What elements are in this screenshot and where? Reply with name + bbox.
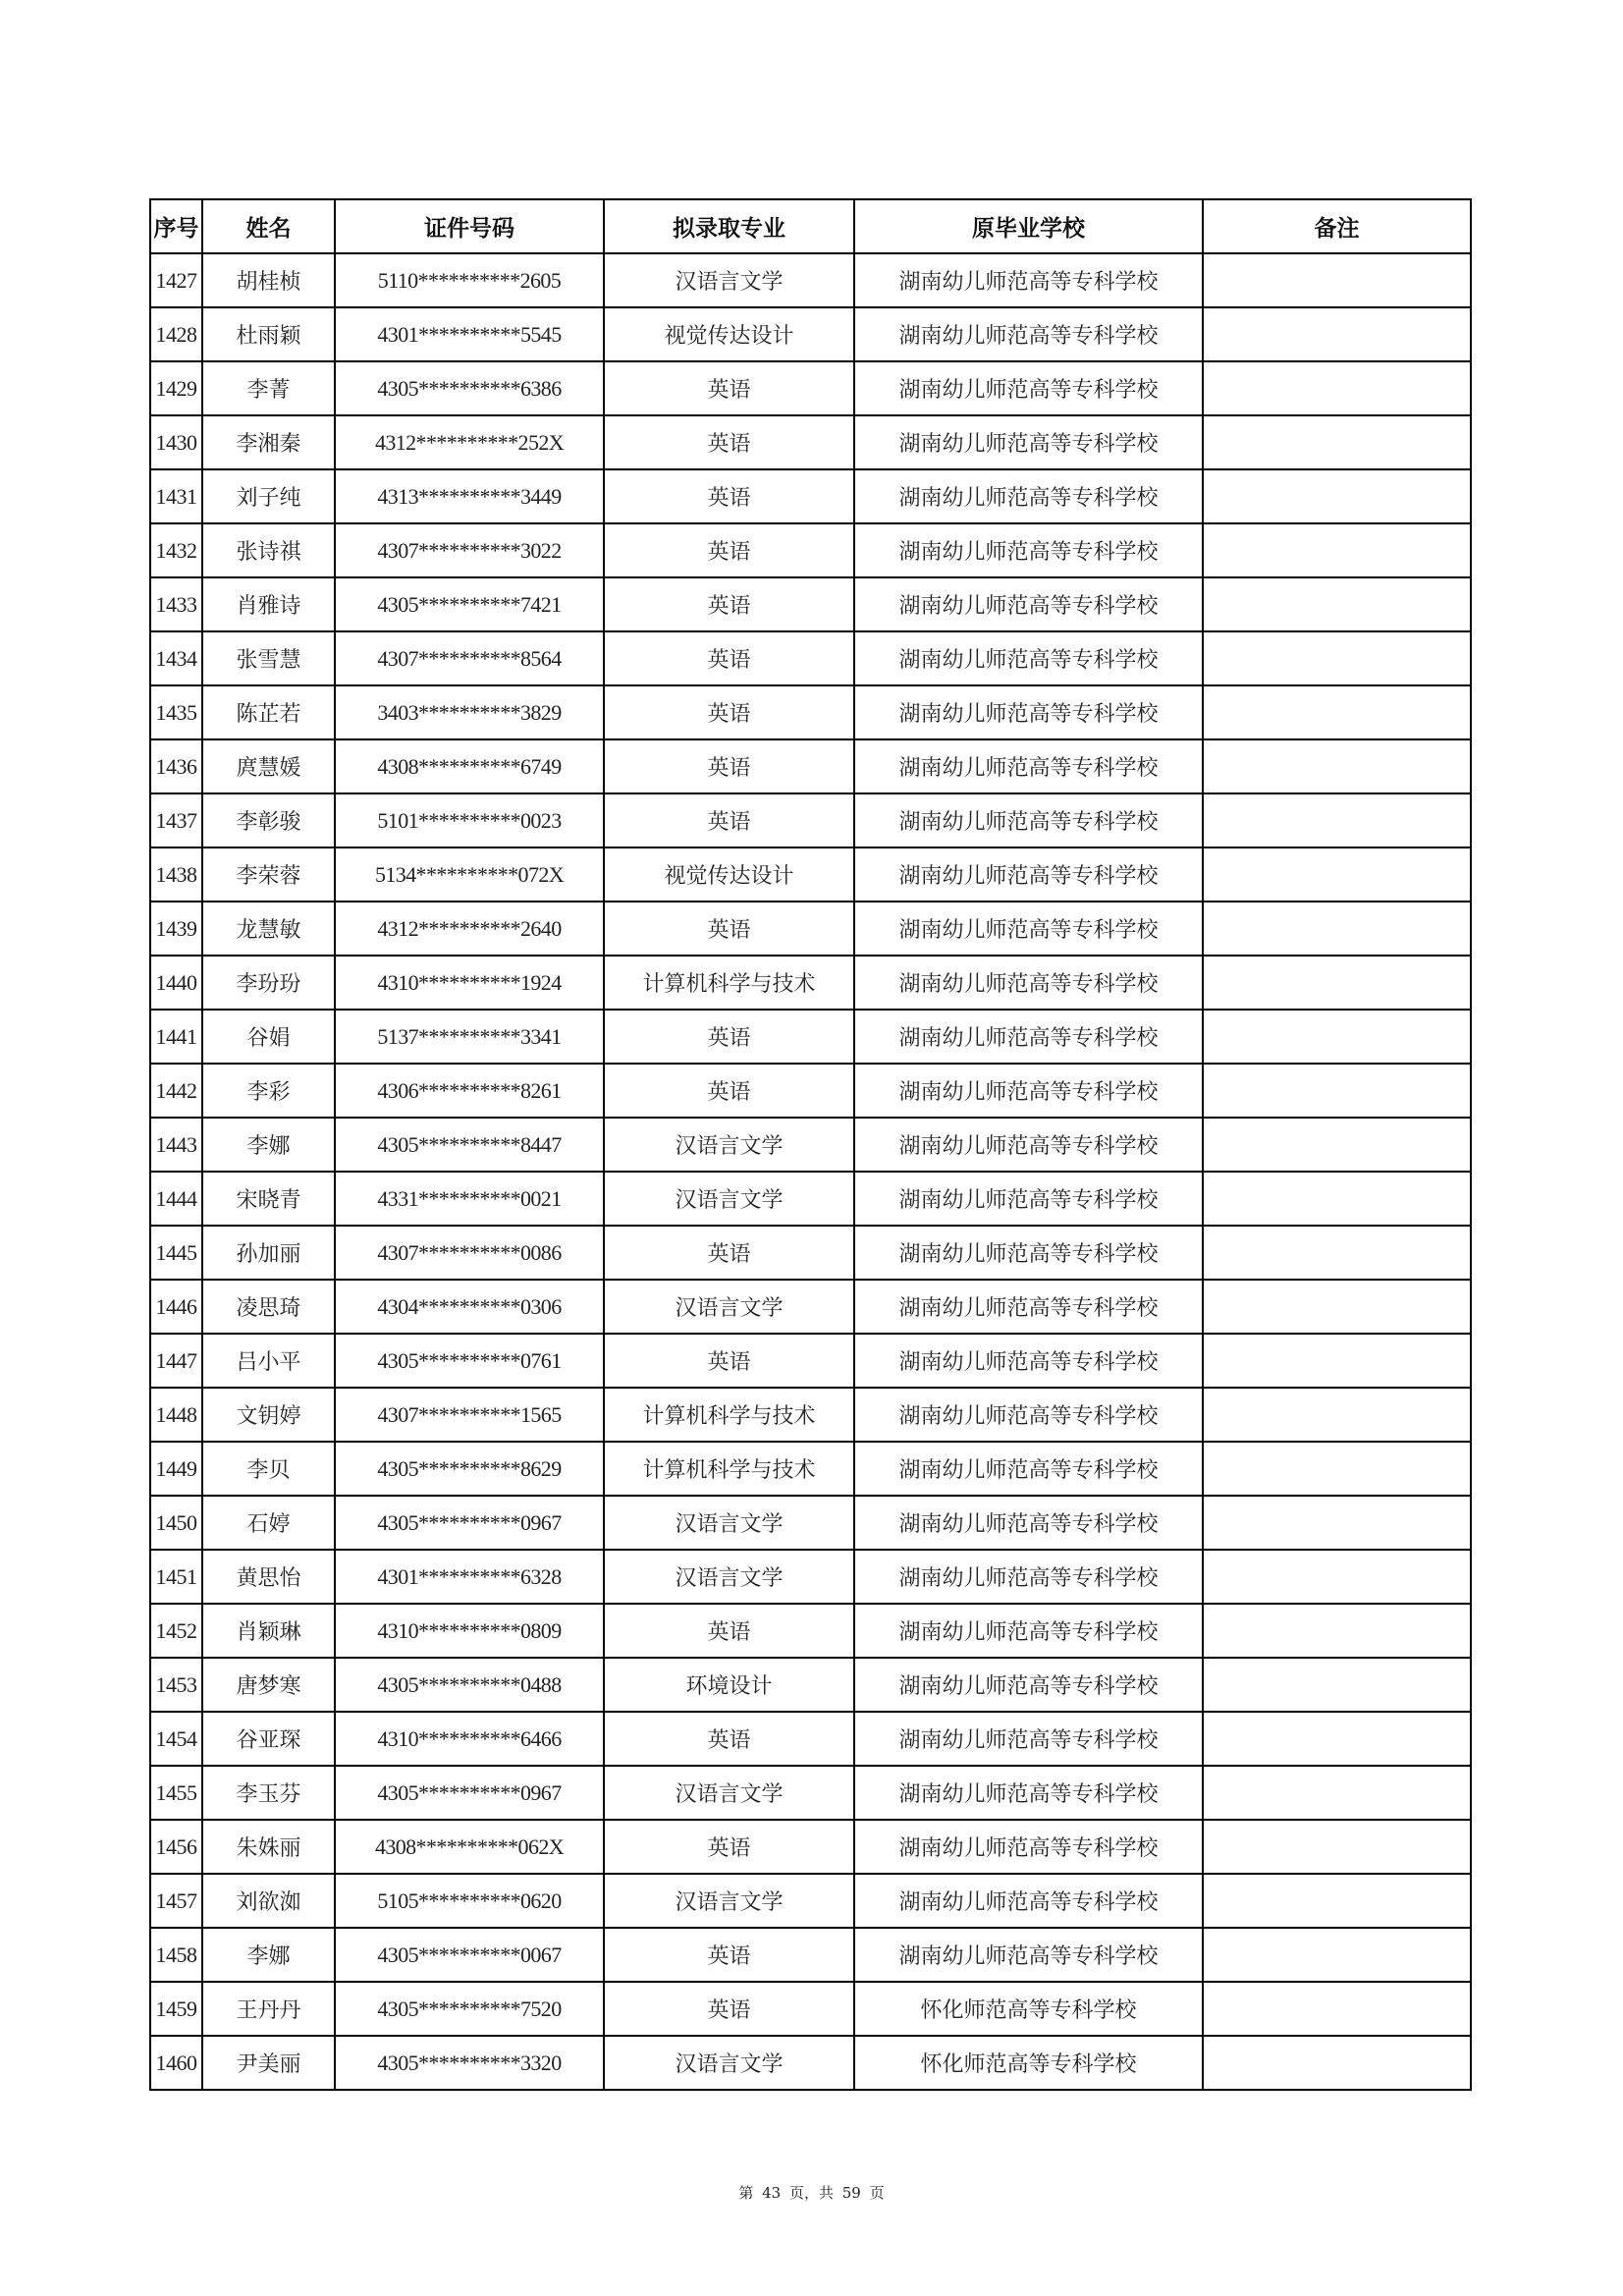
cell-id-number: 4304**********0306 <box>335 1280 604 1334</box>
cell-school: 湖南幼儿师范高等专科学校 <box>854 793 1203 847</box>
cell-name: 文钥婷 <box>202 1388 335 1442</box>
cell-id-number: 4305**********7421 <box>335 577 604 631</box>
table-row <box>150 685 1471 739</box>
table-row <box>150 1064 1471 1118</box>
cell-seq: 1458 <box>150 1928 202 1982</box>
cell-major: 汉语言文学 <box>604 1280 854 1334</box>
header-school: 原毕业学校 <box>854 199 1203 253</box>
table-row <box>150 1874 1471 1928</box>
cell-id-number: 4305**********8447 <box>335 1118 604 1172</box>
cell-school: 湖南幼儿师范高等专科学校 <box>854 1334 1203 1388</box>
cell-id-number: 4305**********8629 <box>335 1442 604 1496</box>
cell-major: 英语 <box>604 739 854 793</box>
header-name: 姓名 <box>202 199 335 253</box>
cell-name: 李彩 <box>202 1064 335 1118</box>
cell-major: 汉语言文学 <box>604 1874 854 1928</box>
cell-remarks <box>1203 307 1471 361</box>
cell-seq: 1433 <box>150 577 202 631</box>
cell-seq: 1434 <box>150 631 202 685</box>
cell-id-number: 5101**********0023 <box>335 793 604 847</box>
cell-id-number: 4301**********5545 <box>335 307 604 361</box>
cell-major: 汉语言文学 <box>604 1766 854 1820</box>
cell-major: 英语 <box>604 415 854 469</box>
cell-school: 湖南幼儿师范高等专科学校 <box>854 1766 1203 1820</box>
table-row <box>150 253 1471 307</box>
cell-name: 凌思琦 <box>202 1280 335 1334</box>
cell-remarks <box>1203 685 1471 739</box>
header-remarks: 备注 <box>1203 199 1471 253</box>
cell-id-number: 4307**********1565 <box>335 1388 604 1442</box>
cell-school: 湖南幼儿师范高等专科学校 <box>854 739 1203 793</box>
cell-major: 英语 <box>604 1604 854 1658</box>
cell-seq: 1460 <box>150 2036 202 2090</box>
cell-school: 湖南幼儿师范高等专科学校 <box>854 685 1203 739</box>
table-header-row <box>150 199 1471 253</box>
table-row <box>150 2036 1471 2090</box>
cell-remarks <box>1203 956 1471 1010</box>
cell-seq: 1444 <box>150 1172 202 1226</box>
cell-school: 湖南幼儿师范高等专科学校 <box>854 307 1203 361</box>
cell-id-number: 5110**********2605 <box>335 253 604 307</box>
cell-id-number: 4331**********0021 <box>335 1172 604 1226</box>
table-row <box>150 1280 1471 1334</box>
table-row <box>150 1550 1471 1604</box>
cell-major: 英语 <box>604 793 854 847</box>
cell-remarks <box>1203 1442 1471 1496</box>
cell-id-number: 4305**********0488 <box>335 1658 604 1712</box>
cell-seq: 1427 <box>150 253 202 307</box>
cell-id-number: 4301**********6328 <box>335 1550 604 1604</box>
cell-major: 汉语言文学 <box>604 2036 854 2090</box>
cell-school: 湖南幼儿师范高等专科学校 <box>854 1658 1203 1712</box>
cell-seq: 1454 <box>150 1712 202 1766</box>
cell-remarks <box>1203 1496 1471 1550</box>
cell-remarks <box>1203 1118 1471 1172</box>
cell-id-number: 4305**********6386 <box>335 361 604 415</box>
cell-major: 英语 <box>604 1982 854 2036</box>
cell-major: 英语 <box>604 902 854 956</box>
cell-remarks <box>1203 1388 1471 1442</box>
table-row <box>150 1766 1471 1820</box>
cell-name: 李玉芬 <box>202 1766 335 1820</box>
cell-name: 吕小平 <box>202 1334 335 1388</box>
cell-id-number: 4306**********8261 <box>335 1064 604 1118</box>
cell-major: 汉语言文学 <box>604 1496 854 1550</box>
cell-name: 陈芷若 <box>202 685 335 739</box>
cell-id-number: 4307**********0086 <box>335 1226 604 1280</box>
cell-school: 湖南幼儿师范高等专科学校 <box>854 523 1203 577</box>
cell-major: 英语 <box>604 1010 854 1064</box>
cell-name: 龙慧敏 <box>202 902 335 956</box>
cell-name: 石婷 <box>202 1496 335 1550</box>
cell-remarks <box>1203 902 1471 956</box>
cell-major: 计算机科学与技术 <box>604 956 854 1010</box>
cell-id-number: 3403**********3829 <box>335 685 604 739</box>
cell-name: 李贝 <box>202 1442 335 1496</box>
cell-seq: 1449 <box>150 1442 202 1496</box>
cell-school: 湖南幼儿师范高等专科学校 <box>854 1712 1203 1766</box>
cell-id-number: 4310**********1924 <box>335 956 604 1010</box>
cell-seq: 1441 <box>150 1010 202 1064</box>
cell-name: 肖颖琳 <box>202 1604 335 1658</box>
cell-remarks <box>1203 1982 1471 2036</box>
table-row <box>150 1442 1471 1496</box>
cell-id-number: 4310**********6466 <box>335 1712 604 1766</box>
table-row <box>150 415 1471 469</box>
cell-school: 湖南幼儿师范高等专科学校 <box>854 1064 1203 1118</box>
cell-major: 英语 <box>604 1064 854 1118</box>
cell-major: 环境设计 <box>604 1658 854 1712</box>
cell-seq: 1448 <box>150 1388 202 1442</box>
cell-remarks <box>1203 793 1471 847</box>
cell-school: 湖南幼儿师范高等专科学校 <box>854 847 1203 902</box>
cell-seq: 1446 <box>150 1280 202 1334</box>
cell-seq: 1429 <box>150 361 202 415</box>
header-major: 拟录取专业 <box>604 199 854 253</box>
table-row <box>150 1226 1471 1280</box>
cell-id-number: 4305**********0067 <box>335 1928 604 1982</box>
table-row <box>150 1982 1471 2036</box>
cell-major: 汉语言文学 <box>604 1118 854 1172</box>
cell-school: 湖南幼儿师范高等专科学校 <box>854 902 1203 956</box>
cell-name: 杜雨颖 <box>202 307 335 361</box>
cell-school: 湖南幼儿师范高等专科学校 <box>854 1118 1203 1172</box>
table-row <box>150 902 1471 956</box>
cell-id-number: 4308**********6749 <box>335 739 604 793</box>
cell-school: 湖南幼儿师范高等专科学校 <box>854 253 1203 307</box>
cell-remarks <box>1203 1172 1471 1226</box>
cell-id-number: 5137**********3341 <box>335 1010 604 1064</box>
cell-name: 刘欲洳 <box>202 1874 335 1928</box>
cell-id-number: 4310**********0809 <box>335 1604 604 1658</box>
cell-seq: 1447 <box>150 1334 202 1388</box>
cell-name: 李玢玢 <box>202 956 335 1010</box>
cell-remarks <box>1203 1712 1471 1766</box>
cell-school: 湖南幼儿师范高等专科学校 <box>854 1550 1203 1604</box>
table-row <box>150 1712 1471 1766</box>
cell-name: 唐梦寒 <box>202 1658 335 1712</box>
cell-seq: 1442 <box>150 1064 202 1118</box>
cell-id-number: 4305**********7520 <box>335 1982 604 2036</box>
cell-name: 李彰骏 <box>202 793 335 847</box>
cell-school: 湖南幼儿师范高等专科学校 <box>854 577 1203 631</box>
cell-seq: 1432 <box>150 523 202 577</box>
cell-major: 英语 <box>604 469 854 523</box>
table-row <box>150 1118 1471 1172</box>
cell-seq: 1438 <box>150 847 202 902</box>
cell-remarks <box>1203 1874 1471 1928</box>
cell-major: 英语 <box>604 685 854 739</box>
table-row <box>150 361 1471 415</box>
cell-id-number: 4307**********8564 <box>335 631 604 685</box>
cell-school: 湖南幼儿师范高等专科学校 <box>854 1442 1203 1496</box>
cell-major: 英语 <box>604 1712 854 1766</box>
table-row <box>150 523 1471 577</box>
cell-seq: 1452 <box>150 1604 202 1658</box>
cell-seq: 1431 <box>150 469 202 523</box>
table-row <box>150 1820 1471 1874</box>
cell-remarks <box>1203 1604 1471 1658</box>
cell-name: 庹慧媛 <box>202 739 335 793</box>
table-row <box>150 1658 1471 1712</box>
table-row <box>150 793 1471 847</box>
header-id-number: 证件号码 <box>335 199 604 253</box>
cell-school: 湖南幼儿师范高等专科学校 <box>854 1928 1203 1982</box>
table-row <box>150 1928 1471 1982</box>
cell-name: 李菁 <box>202 361 335 415</box>
cell-remarks <box>1203 1010 1471 1064</box>
table-row <box>150 469 1471 523</box>
cell-remarks <box>1203 1550 1471 1604</box>
page-number-footer: 第 43 页，共 59 页 <box>738 2184 885 2202</box>
cell-name: 谷亚琛 <box>202 1712 335 1766</box>
cell-id-number: 4308**********062X <box>335 1820 604 1874</box>
table-row <box>150 956 1471 1010</box>
cell-major: 英语 <box>604 1334 854 1388</box>
cell-remarks <box>1203 1064 1471 1118</box>
cell-seq: 1455 <box>150 1766 202 1820</box>
table-row <box>150 1334 1471 1388</box>
cell-name: 张雪慧 <box>202 631 335 685</box>
cell-school: 湖南幼儿师范高等专科学校 <box>854 956 1203 1010</box>
cell-major: 汉语言文学 <box>604 253 854 307</box>
cell-remarks <box>1203 253 1471 307</box>
cell-seq: 1440 <box>150 956 202 1010</box>
cell-school: 湖南幼儿师范高等专科学校 <box>854 1874 1203 1928</box>
cell-school: 湖南幼儿师范高等专科学校 <box>854 361 1203 415</box>
cell-major: 英语 <box>604 523 854 577</box>
cell-remarks <box>1203 1820 1471 1874</box>
cell-name: 黄思怡 <box>202 1550 335 1604</box>
table-row <box>150 1496 1471 1550</box>
cell-seq: 1450 <box>150 1496 202 1550</box>
cell-remarks <box>1203 361 1471 415</box>
cell-name: 肖雅诗 <box>202 577 335 631</box>
cell-school: 湖南幼儿师范高等专科学校 <box>854 1010 1203 1064</box>
cell-school: 湖南幼儿师范高等专科学校 <box>854 469 1203 523</box>
cell-id-number: 4305**********0967 <box>335 1496 604 1550</box>
cell-school: 湖南幼儿师范高等专科学校 <box>854 1604 1203 1658</box>
cell-seq: 1430 <box>150 415 202 469</box>
cell-seq: 1428 <box>150 307 202 361</box>
cell-remarks <box>1203 2036 1471 2090</box>
cell-school: 湖南幼儿师范高等专科学校 <box>854 415 1203 469</box>
cell-remarks <box>1203 1766 1471 1820</box>
cell-name: 宋晓青 <box>202 1172 335 1226</box>
cell-remarks <box>1203 1334 1471 1388</box>
cell-seq: 1445 <box>150 1226 202 1280</box>
cell-major: 英语 <box>604 361 854 415</box>
cell-id-number: 4305**********0761 <box>335 1334 604 1388</box>
cell-remarks <box>1203 469 1471 523</box>
cell-id-number: 4312**********2640 <box>335 902 604 956</box>
cell-school: 怀化师范高等专科学校 <box>854 2036 1203 2090</box>
cell-name: 李湘秦 <box>202 415 335 469</box>
cell-remarks <box>1203 577 1471 631</box>
table-row <box>150 847 1471 902</box>
cell-school: 湖南幼儿师范高等专科学校 <box>854 1496 1203 1550</box>
cell-name: 李娜 <box>202 1928 335 1982</box>
table-row <box>150 1010 1471 1064</box>
cell-school: 湖南幼儿师范高等专科学校 <box>854 1388 1203 1442</box>
cell-seq: 1436 <box>150 739 202 793</box>
cell-school: 湖南幼儿师范高等专科学校 <box>854 1280 1203 1334</box>
cell-seq: 1453 <box>150 1658 202 1712</box>
cell-school: 怀化师范高等专科学校 <box>854 1982 1203 2036</box>
table-body <box>150 253 1471 2090</box>
cell-remarks <box>1203 1928 1471 1982</box>
cell-name: 李荣蓉 <box>202 847 335 902</box>
cell-name: 李娜 <box>202 1118 335 1172</box>
cell-id-number: 4313**********3449 <box>335 469 604 523</box>
cell-major: 汉语言文学 <box>604 1550 854 1604</box>
cell-major: 计算机科学与技术 <box>604 1442 854 1496</box>
cell-remarks <box>1203 1658 1471 1712</box>
header-seq: 序号 <box>150 199 202 253</box>
cell-name: 王丹丹 <box>202 1982 335 2036</box>
cell-major: 计算机科学与技术 <box>604 1388 854 1442</box>
cell-seq: 1439 <box>150 902 202 956</box>
cell-id-number: 4312**********252X <box>335 415 604 469</box>
cell-major: 英语 <box>604 577 854 631</box>
table-row <box>150 307 1471 361</box>
cell-remarks <box>1203 415 1471 469</box>
cell-remarks <box>1203 1280 1471 1334</box>
cell-major: 汉语言文学 <box>604 1172 854 1226</box>
cell-major: 视觉传达设计 <box>604 307 854 361</box>
cell-name: 尹美丽 <box>202 2036 335 2090</box>
cell-name: 张诗祺 <box>202 523 335 577</box>
cell-major: 英语 <box>604 1928 854 1982</box>
cell-school: 湖南幼儿师范高等专科学校 <box>854 631 1203 685</box>
cell-major: 视觉传达设计 <box>604 847 854 902</box>
cell-seq: 1435 <box>150 685 202 739</box>
cell-remarks <box>1203 631 1471 685</box>
admission-roster-table <box>149 198 1472 2091</box>
cell-major: 英语 <box>604 631 854 685</box>
cell-remarks <box>1203 739 1471 793</box>
cell-school: 湖南幼儿师范高等专科学校 <box>854 1820 1203 1874</box>
cell-name: 胡桂桢 <box>202 253 335 307</box>
table-row <box>150 631 1471 685</box>
table-row <box>150 739 1471 793</box>
cell-major: 英语 <box>604 1820 854 1874</box>
cell-seq: 1457 <box>150 1874 202 1928</box>
cell-remarks <box>1203 847 1471 902</box>
cell-id-number: 5105**********0620 <box>335 1874 604 1928</box>
table-row <box>150 1388 1471 1442</box>
table-row <box>150 1172 1471 1226</box>
cell-remarks <box>1203 523 1471 577</box>
cell-id-number: 5134**********072X <box>335 847 604 902</box>
cell-name: 朱姝丽 <box>202 1820 335 1874</box>
cell-school: 湖南幼儿师范高等专科学校 <box>854 1226 1203 1280</box>
cell-seq: 1437 <box>150 793 202 847</box>
cell-seq: 1456 <box>150 1820 202 1874</box>
cell-remarks <box>1203 1226 1471 1280</box>
cell-seq: 1451 <box>150 1550 202 1604</box>
cell-seq: 1443 <box>150 1118 202 1172</box>
cell-name: 孙加丽 <box>202 1226 335 1280</box>
cell-id-number: 4307**********3022 <box>335 523 604 577</box>
cell-school: 湖南幼儿师范高等专科学校 <box>854 1172 1203 1226</box>
table-row <box>150 1604 1471 1658</box>
cell-seq: 1459 <box>150 1982 202 2036</box>
cell-name: 刘子纯 <box>202 469 335 523</box>
cell-name: 谷娟 <box>202 1010 335 1064</box>
cell-id-number: 4305**********0967 <box>335 1766 604 1820</box>
cell-id-number: 4305**********3320 <box>335 2036 604 2090</box>
cell-major: 英语 <box>604 1226 854 1280</box>
table-row <box>150 577 1471 631</box>
